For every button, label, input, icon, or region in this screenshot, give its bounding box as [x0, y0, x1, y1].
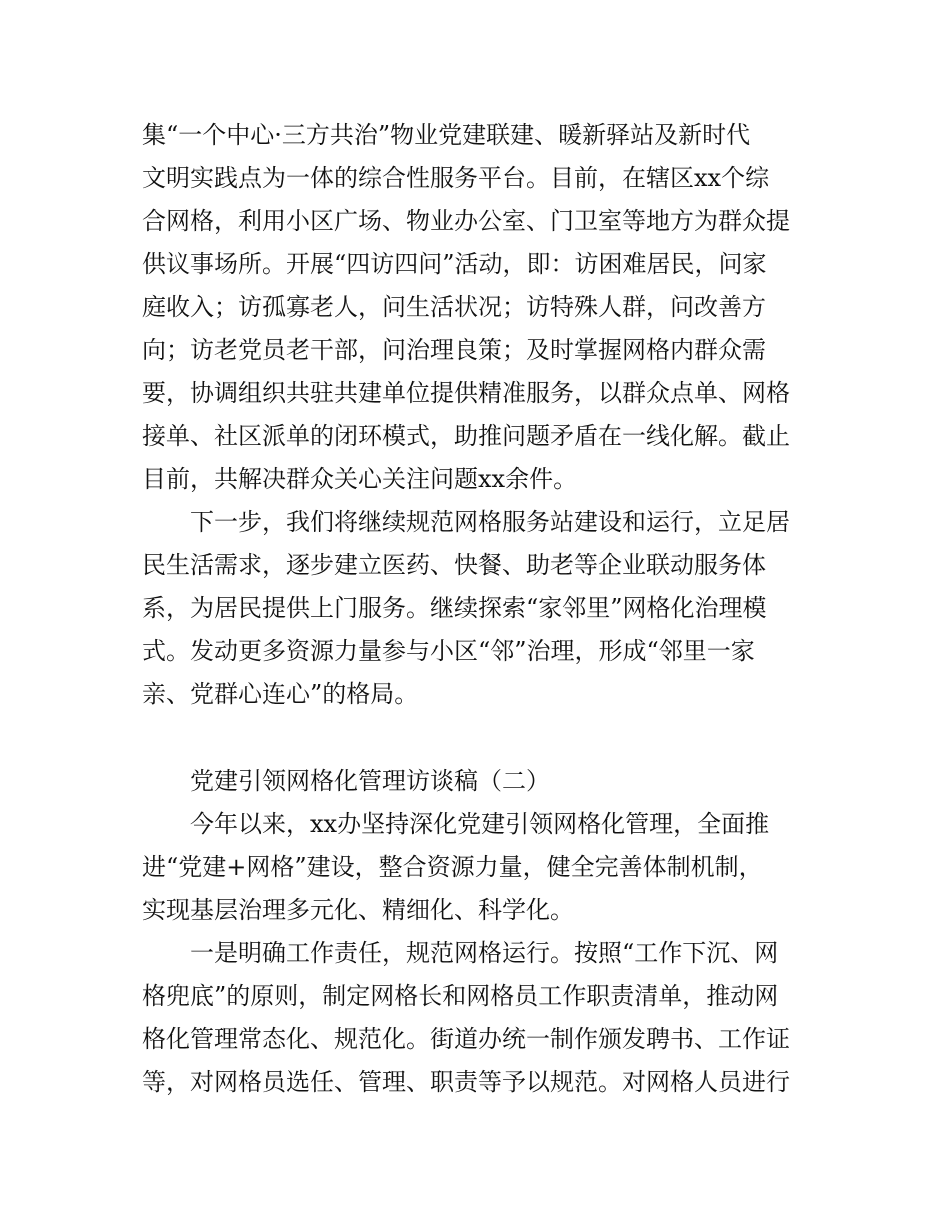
- paragraph-line: 格兜底”的原则，制定网格长和网格员工作职责清单，推动网: [142, 982, 779, 1010]
- paragraph-line: 格化管理常态化、规范化。街道办统一制作颁发聘书、工作证: [142, 1025, 790, 1053]
- paragraph-line: 等，对网格员选任、管理、职责等予以规范。对网格人员进行: [142, 1068, 790, 1096]
- paragraph-line: 一是明确工作责任，规范网格运行。按照“工作下沉、网: [190, 939, 779, 967]
- paragraph-line: 向；访老党员老干部，问治理良策；及时掌握网格内群众需: [142, 336, 766, 364]
- paragraph-line: 集“一个中心·三方共治”物业党建联建、暖新驿站及新时代: [142, 121, 751, 149]
- paragraph-line: 民生活需求，逐步建立医药、快餐、助老等企业联动服务体: [142, 551, 766, 579]
- paragraph-line: 今年以来，xx办坚持深化党建引领网格化管理，全面推: [190, 810, 770, 838]
- section-title: 党建引领网格化管理访谈稿（二）: [190, 767, 550, 795]
- paragraph-line: 下一步，我们将继续规范网格服务站建设和运行，立足居: [190, 508, 790, 536]
- paragraph-line: 接单、社区派单的闭环模式，助推问题矛盾在一线化解。截止: [142, 422, 790, 450]
- paragraph-line: 目前，共解决群众关心关注问题xx余件。: [142, 465, 578, 493]
- paragraph-line: 式。发动更多资源力量参与小区“邻”治理，形成“邻里一家: [142, 637, 755, 665]
- paragraph-line: 文明实践点为一体的综合性服务平台。目前，在辖区xx个综: [142, 164, 770, 192]
- paragraph-line: 亲、党群心连心”的格局。: [142, 680, 419, 708]
- paragraph-line: 进“党建+网格”建设，整合资源力量，健全完善体制机制，: [142, 853, 763, 881]
- paragraph-line: 供议事场所。开展“四访四问”活动，即：访困难居民，问家: [142, 250, 767, 278]
- paragraph-line: 要，协调组织共驻共建单位提供精准服务，以群众点单、网格: [142, 379, 790, 407]
- paragraph-line: 合网格，利用小区广场、物业办公室、门卫室等地方为群众提: [142, 207, 790, 235]
- paragraph-line: 系，为居民提供上门服务。继续探索“家邻里”网格化治理模: [142, 594, 767, 622]
- paragraph-line: 实现基层治理多元化、精细化、科学化。: [142, 896, 574, 924]
- paragraph-line: 庭收入；访孤寡老人，问生活状况；访特殊人群，问改善方: [142, 293, 766, 321]
